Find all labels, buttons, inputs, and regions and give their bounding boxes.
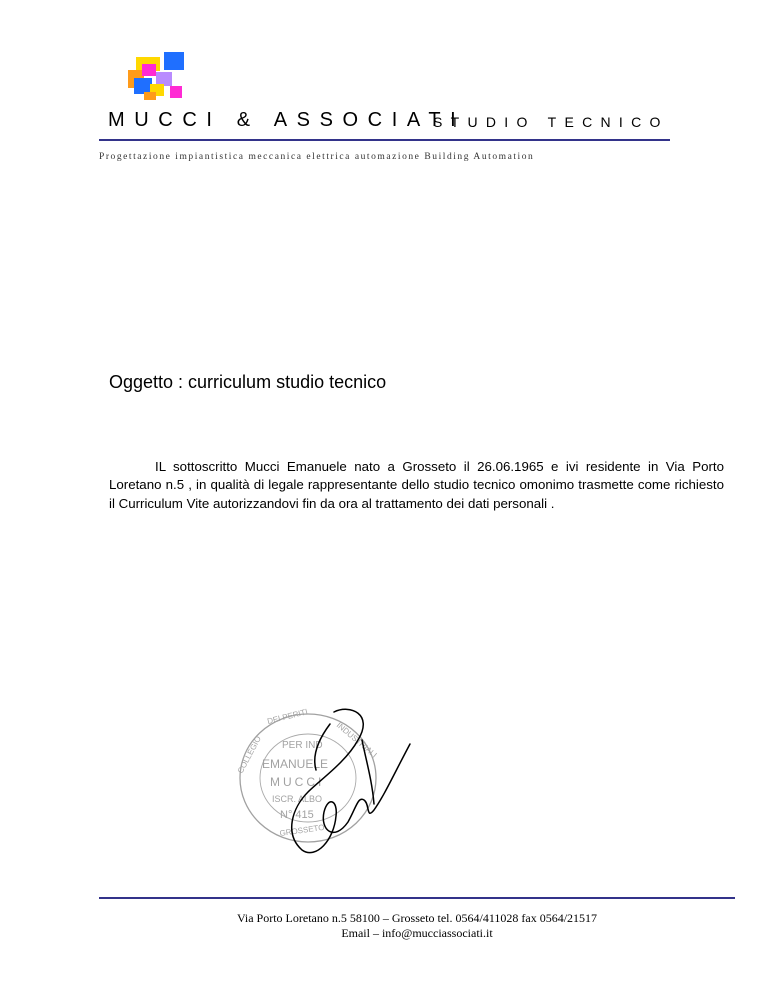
svg-text:GROSSETO: GROSSETO [279,822,326,838]
company-name: MUCCI & ASSOCIATI [108,109,466,131]
stamp-line: N° 415 [280,809,314,821]
logo-square [142,64,156,76]
footer-address: Via Porto Loretano n.5 58100 – Grosseto tel. 0564/411028 fax 0564/21517 [236,911,598,925]
logo-square [170,86,182,98]
stamp-seal [236,707,379,842]
stamp-line: PER IND [282,740,323,751]
company-tagline: Progettazione impiantistica meccanica elettrica automazione Building Automation [99,152,535,162]
letterhead-footer [99,911,735,941]
letter-body: IL sottoscritto Mucci Emanuele nato a Grosseto il 26.06.1965 e ivi residente in Via Porto Loretano n.5 , in qualità di legale rappresentante dello studio tecnico omonimo trasmette come richiesto il Curriculum Vite autorizzandovi fin da ora al trattamento dei dati personali . [109,459,724,511]
stamp-line: EMANUELE [262,757,329,771]
stamp-line: ISCR. ALBO [272,794,323,804]
company-subtitle: STUDIO TECNICO [433,114,669,130]
letter-subject: Oggetto : curriculum studio tecnico [109,372,387,392]
svg-text:COLLEGIO: COLLEGIO [235,734,263,775]
logo-square [164,52,184,70]
footer-email: Email – info@mucciassociati.it [341,926,493,940]
footer-divider [99,897,735,899]
svg-text:DEI PERITI: DEI PERITI [266,707,309,726]
stamp-line: MUCCI [270,775,325,789]
header-divider [99,139,670,141]
stamp-and-signature [224,700,424,870]
logo-square [144,92,156,100]
company-logo [128,52,188,102]
svg-text:INDUSTRIALI: INDUSTRIALI [334,720,379,760]
